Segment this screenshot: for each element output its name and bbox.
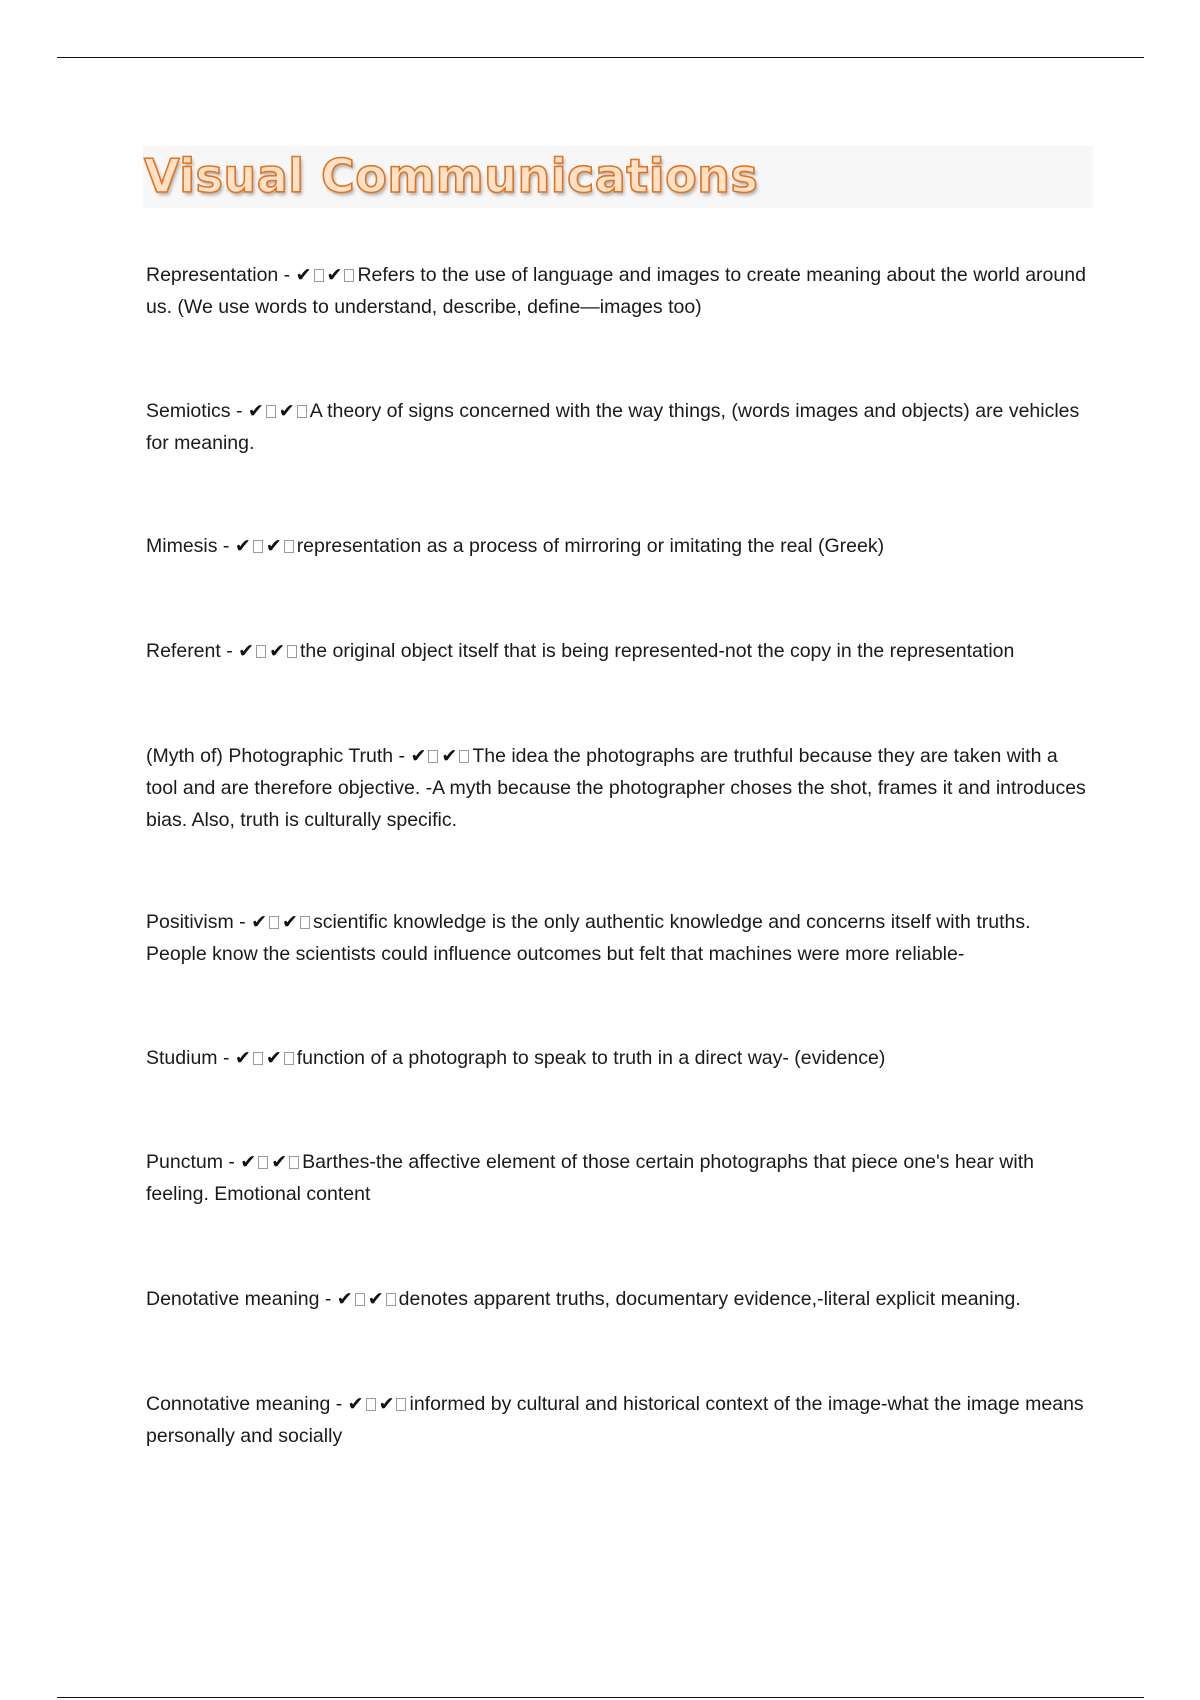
definition: The idea the photographs are truthful because they are taken with a tool and are therefore objective. -A myth because the photographer choses the shot, frames it and introduces bias. Also, truth is culturally specific. (146, 745, 1086, 831)
separator: - (319, 1288, 337, 1310)
separator: - (233, 911, 252, 933)
glossary-entry-connotative-meaning (146, 1388, 1091, 1452)
glossary-entry-studium (146, 1042, 1091, 1074)
separator: - (217, 535, 235, 557)
bottom-rule (57, 1697, 1144, 1698)
placeholder-box-icon (269, 916, 279, 929)
placeholder-box-icon (459, 750, 469, 763)
term: Positivism (146, 911, 234, 933)
placeholder-box-icon (396, 1398, 406, 1411)
check-icon: ✔ (247, 400, 264, 422)
glossary-entry-denotative-meaning (146, 1283, 1091, 1315)
check-icon: ✔ (238, 640, 255, 662)
placeholder-box-icon (300, 916, 310, 929)
definition: denotes apparent truths, documentary evidence,-literal explicit meaning. (398, 1288, 1021, 1310)
document-title: Visual Communications (144, 149, 759, 203)
separator: - (330, 1393, 348, 1415)
placeholder-box-icon (314, 269, 324, 282)
definition: informed by cultural and historical context of the image-what the image means personally and socially (146, 1393, 1084, 1447)
glossary-entry-semiotics (146, 395, 1091, 459)
check-icon: ✔ (282, 911, 298, 933)
check-icon: ✔ (278, 400, 295, 422)
glossary-entry-positivism (146, 906, 1091, 970)
check-icon: ✔ (265, 535, 282, 557)
term: Semiotics (146, 400, 231, 422)
placeholder-box-icon (289, 1156, 299, 1169)
definition: representation as a process of mirroring or imitating the real (Greek) (296, 535, 885, 557)
check-icon: ✔ (347, 1393, 364, 1415)
placeholder-box-icon (297, 405, 307, 418)
glossary-entry-punctum (146, 1146, 1091, 1210)
top-rule (57, 57, 1144, 58)
term: Mimesis (146, 535, 218, 557)
check-icon: ✔ (240, 1151, 257, 1173)
definition: function of a photograph to speak to truth in a direct way- (evidence) (296, 1047, 886, 1069)
definition: the original object itself that is being represented-not the copy in the representation (299, 640, 1015, 662)
definition: scientific knowledge is the only authentic knowledge and concerns itself with truths. People know the scientists could influence outcomes but felt that machines were more reliable- (146, 911, 1031, 965)
term: Studium (146, 1047, 218, 1069)
placeholder-box-icon (366, 1398, 376, 1411)
check-icon: ✔ (378, 1393, 395, 1415)
term: (Myth of) Photographic Truth (146, 745, 394, 767)
placeholder-box-icon (386, 1293, 396, 1306)
check-icon: ✔ (441, 745, 458, 767)
placeholder-box-icon (344, 269, 354, 282)
definition: Barthes-the affective element of those certain photographs that piece one's hear with feeling. Emotional content (146, 1151, 1034, 1205)
separator: - (217, 1047, 235, 1069)
glossary-entry-referent (146, 635, 1091, 667)
check-icon: ✔ (251, 911, 268, 933)
definition: Refers to the use of language and images to create meaning about the world around us. (We use words to understand, describe, define—images too) (146, 264, 1086, 318)
placeholder-box-icon (284, 1052, 294, 1065)
check-icon: ✔ (265, 1047, 282, 1069)
check-icon: ✔ (367, 1288, 384, 1310)
separator: - (278, 264, 296, 286)
check-icon: ✔ (271, 1151, 288, 1173)
term: Representation (146, 264, 279, 286)
check-icon: ✔ (410, 745, 427, 767)
placeholder-box-icon (266, 405, 276, 418)
term: Punctum (146, 1151, 223, 1173)
glossary-entry-representation (146, 259, 1091, 323)
glossary-entry-photographic-truth (146, 740, 1091, 836)
term: Referent (146, 640, 221, 662)
check-icon: ✔ (234, 1047, 251, 1069)
separator: - (220, 640, 239, 662)
separator: - (393, 745, 411, 767)
check-icon: ✔ (269, 640, 285, 662)
term: Denotative meaning (146, 1288, 320, 1310)
definition: A theory of signs concerned with the way things, (words images and objects) are vehicles for meaning. (146, 400, 1080, 454)
term: Connotative meaning (146, 1393, 331, 1415)
separator: - (230, 400, 248, 422)
placeholder-box-icon (428, 750, 438, 763)
placeholder-box-icon (355, 1293, 365, 1306)
separator: - (222, 1151, 241, 1173)
placeholder-box-icon (284, 540, 294, 553)
check-icon: ✔ (295, 264, 312, 286)
check-icon: ✔ (336, 1288, 353, 1310)
placeholder-box-icon (253, 1052, 263, 1065)
check-icon: ✔ (326, 264, 343, 286)
glossary-entry-mimesis (146, 530, 1091, 562)
placeholder-box-icon (258, 1156, 268, 1169)
placeholder-box-icon (256, 645, 266, 658)
placeholder-box-icon (287, 645, 297, 658)
check-icon: ✔ (234, 535, 251, 557)
placeholder-box-icon (253, 540, 263, 553)
